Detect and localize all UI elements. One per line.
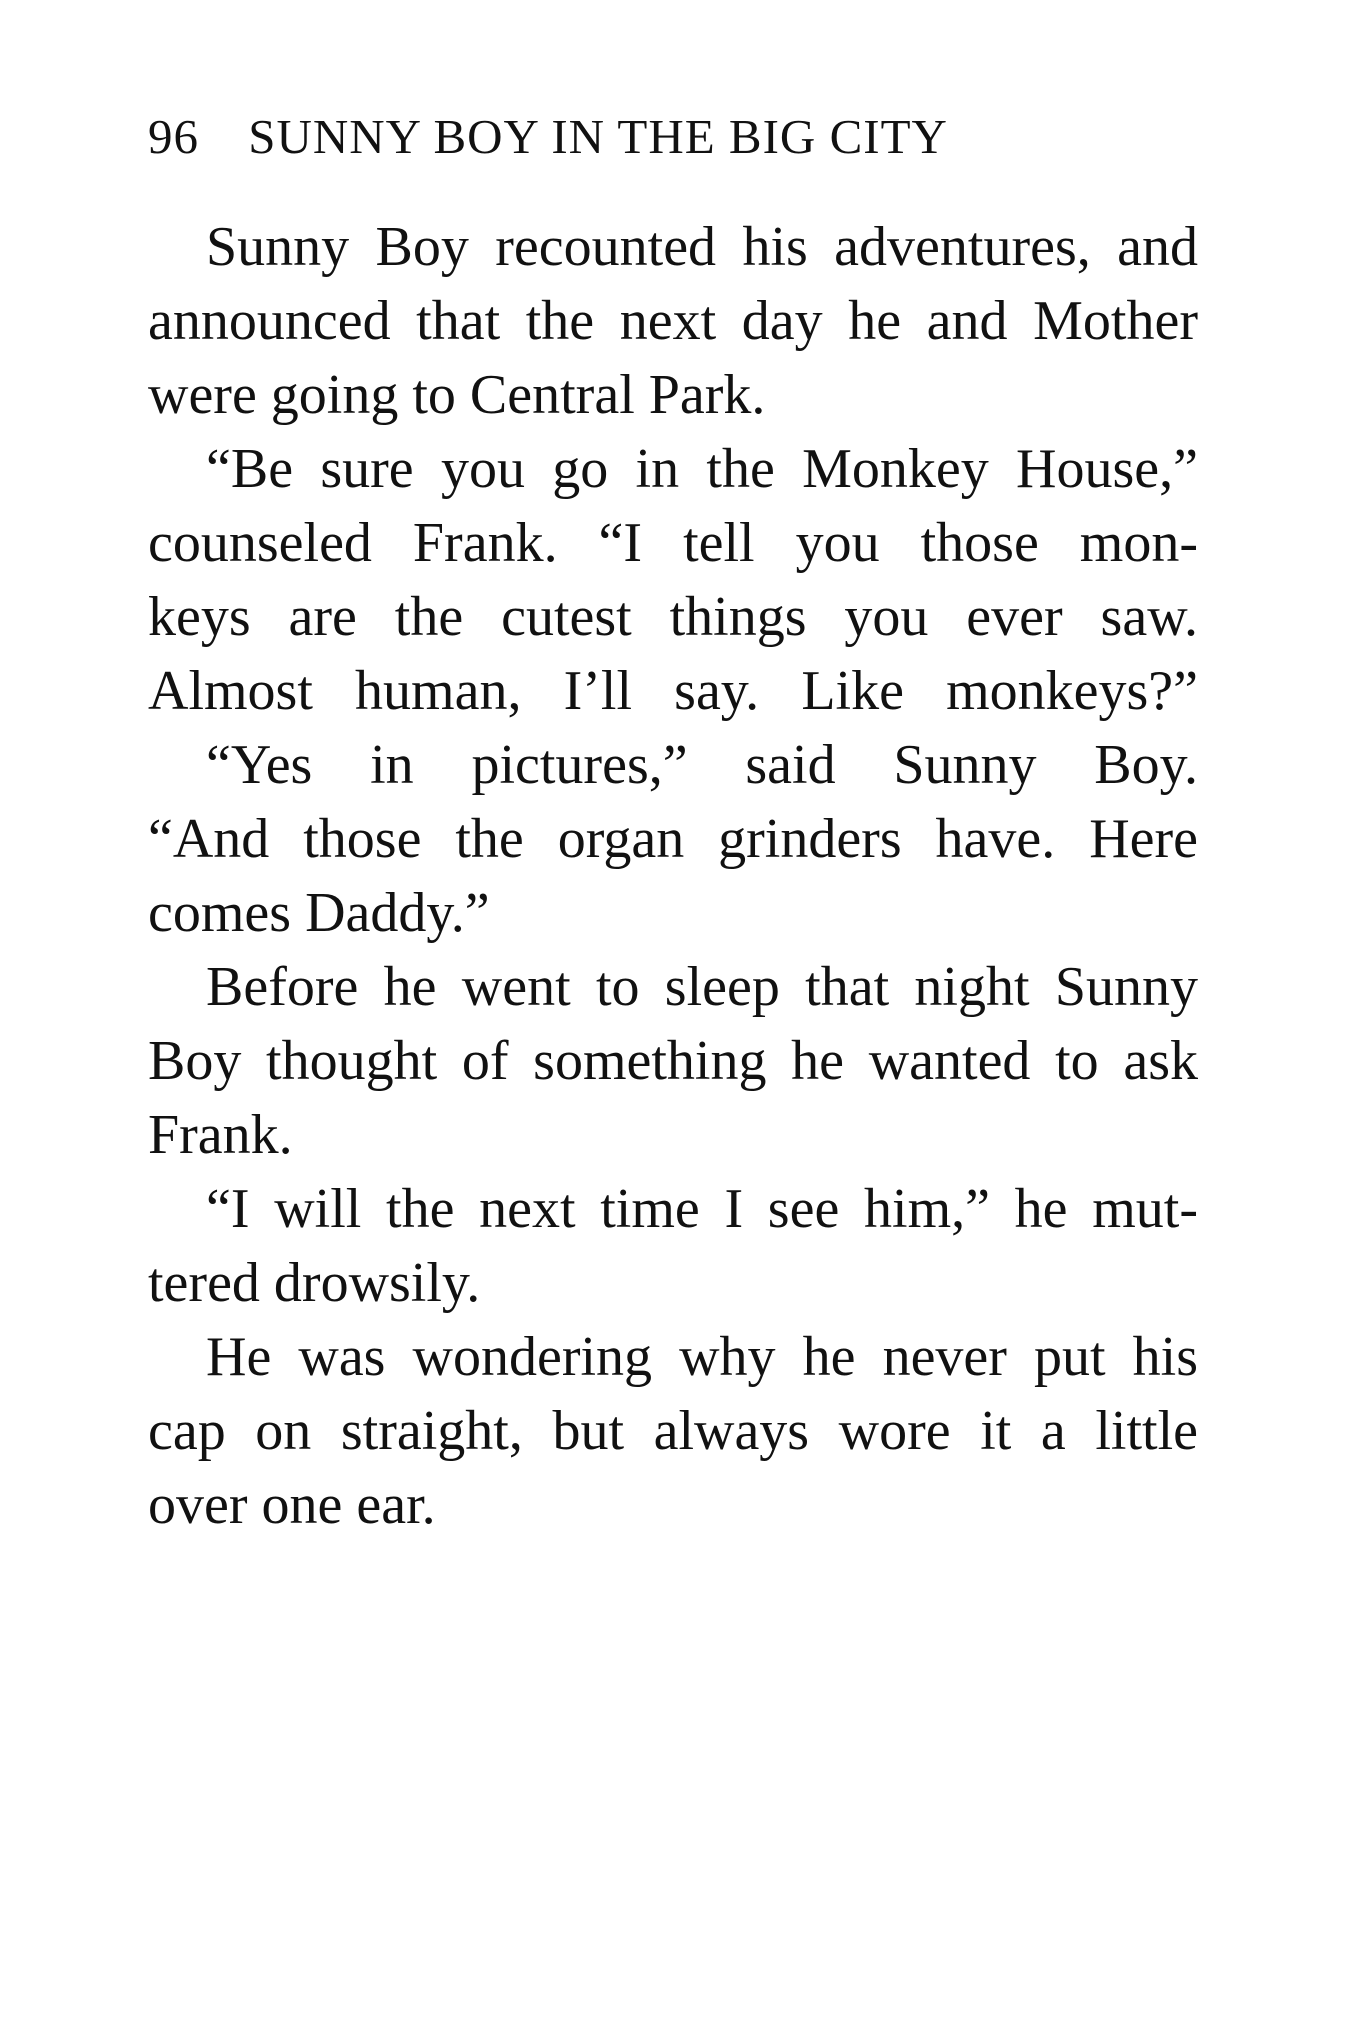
running-head bbox=[148, 102, 1198, 172]
text-line: tered drowsily. bbox=[148, 1252, 481, 1314]
text-line: He was wondering why he never put his bbox=[206, 1326, 1198, 1388]
body-text bbox=[148, 210, 1198, 1542]
paragraph bbox=[148, 1320, 1198, 1542]
text-line: cap on straight, but always wore it a little bbox=[148, 1400, 1198, 1462]
page-number: 96 bbox=[148, 109, 199, 164]
paragraph bbox=[148, 950, 1198, 1172]
text-line: Boy thought of something he wanted to ask bbox=[148, 1030, 1198, 1092]
paragraph bbox=[148, 1172, 1198, 1320]
text-line: over one ear. bbox=[148, 1474, 436, 1536]
paragraph bbox=[148, 728, 1198, 950]
text-line: Frank. bbox=[148, 1104, 293, 1166]
text-line: “I will the next time I see him,” he mut- bbox=[206, 1178, 1198, 1240]
text-line: comes Daddy.” bbox=[148, 882, 490, 944]
text-line: “Be sure you go in the Monkey House,” bbox=[206, 438, 1198, 500]
text-line: counseled Frank. “I tell you those mon- bbox=[148, 512, 1198, 574]
running-title: SUNNY BOY IN THE BIG CITY bbox=[248, 109, 948, 164]
text-line: “And those the organ grinders have. Here bbox=[148, 808, 1198, 870]
text-line: keys are the cutest things you ever saw. bbox=[148, 586, 1198, 648]
text-line: Before he went to sleep that night Sunny bbox=[206, 956, 1198, 1018]
paragraph bbox=[148, 210, 1198, 432]
text-line: Sunny Boy recounted his adventures, and bbox=[206, 216, 1198, 278]
paragraph bbox=[148, 432, 1198, 728]
text-line: Almost human, I’ll say. Like monkeys?” bbox=[148, 660, 1198, 722]
text-line: “Yes in pictures,” said Sunny Boy. bbox=[206, 734, 1198, 796]
text-line: announced that the next day he and Mother bbox=[148, 290, 1198, 352]
text-line: were going to Central Park. bbox=[148, 364, 766, 426]
